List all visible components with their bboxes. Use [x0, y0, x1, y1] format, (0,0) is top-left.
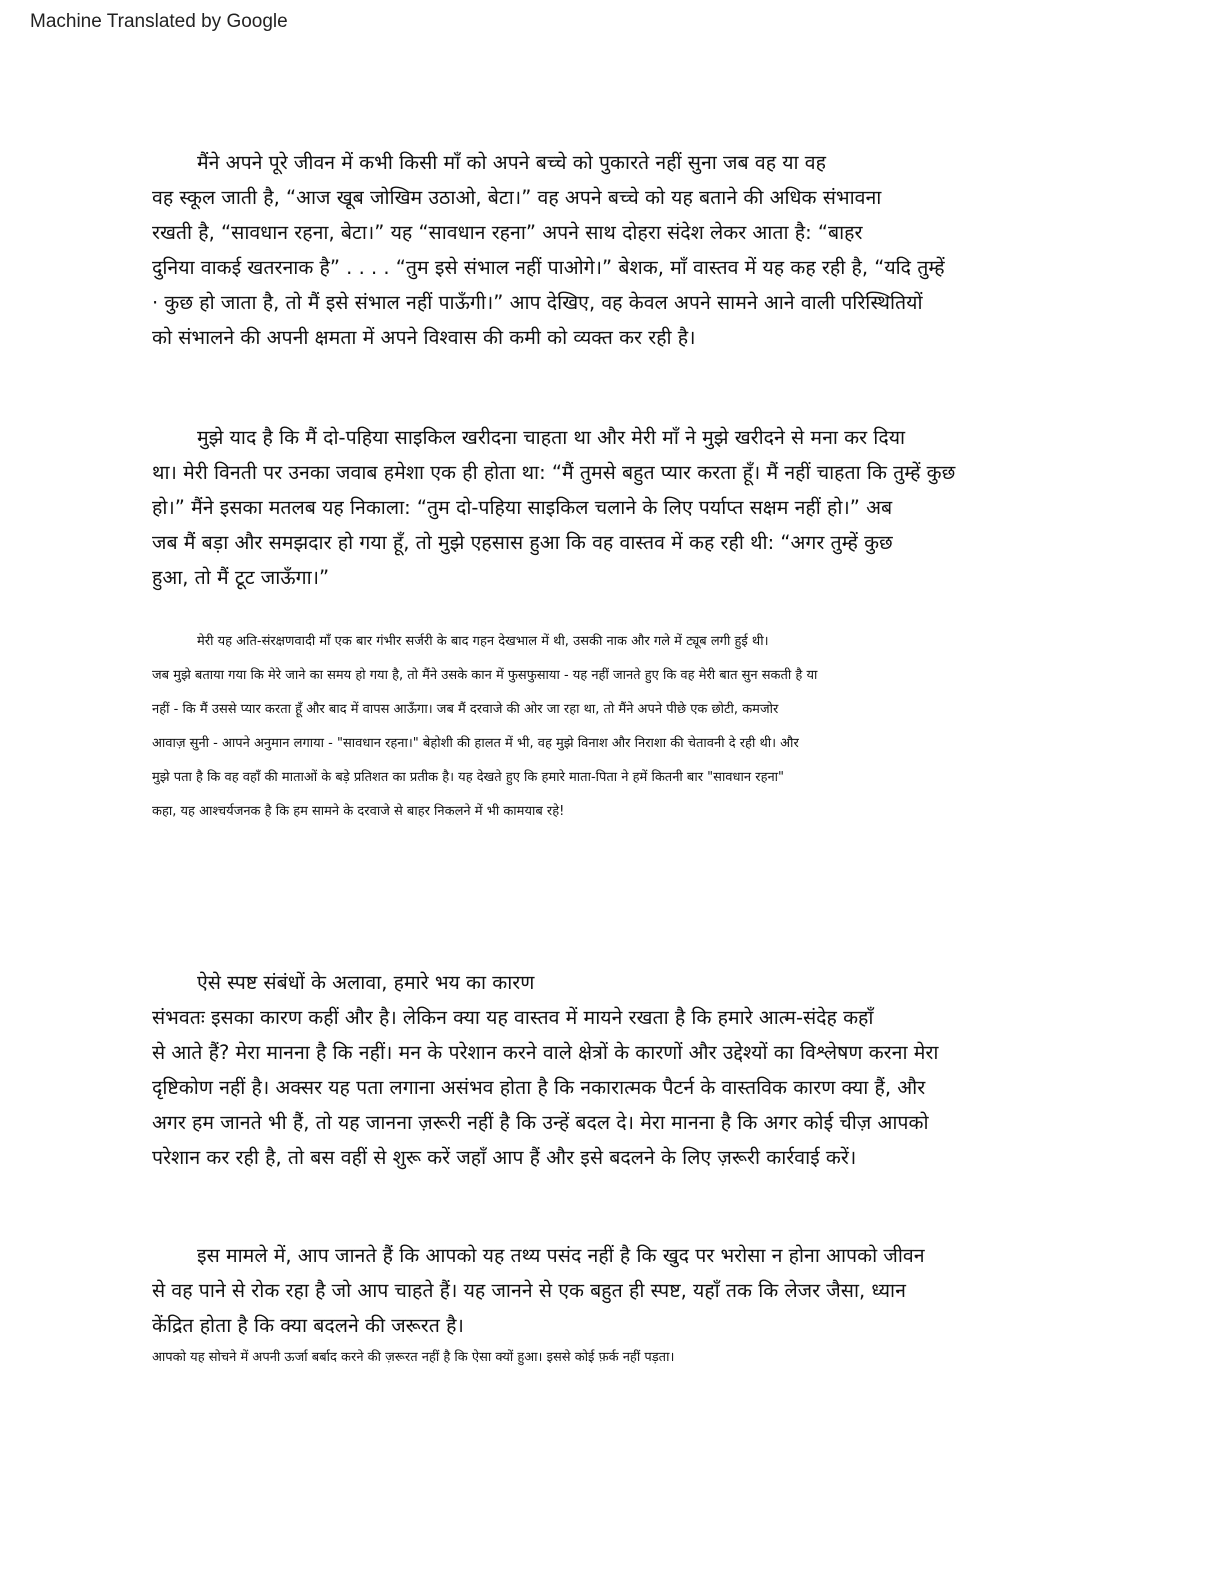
- paragraph-line: जब मैं बड़ा और समझदार हो गया हूँ, तो मुझे एहसास हुआ कि वह वास्तव में कह रही थी: “अगर तुम्हें कुछ: [152, 531, 893, 554]
- paragraph-line: मेरी यह अति-संरक्षणवादी माँ एक बार गंभीर सर्जरी के बाद गहन देखभाल में थी, उसकी नाक और गले में ट्यूब लगी हुई थी।: [197, 634, 769, 649]
- paragraph-1: [152, 145, 945, 355]
- paragraph-line: नहीं - कि मैं उससे प्यार करता हूँ और बाद में वापस आऊँगा। जब मैं दरवाजे की ओर जा रहा था, तो मैंने अपने पीछे एक छोटी, कमजोर: [152, 702, 779, 717]
- paragraph-5: [152, 1238, 925, 1343]
- paragraph-line: रखती है, “सावधान रहना, बेटा।” यह “सावधान रहना” अपने साथ दोहरा संदेश लेकर आता है: “बाहर: [152, 221, 863, 244]
- paragraph-line: ऐसे स्पष्ट संबंधों के अलावा, हमारे भय का कारण: [197, 971, 535, 994]
- paragraph-line: हो।” मैंने इसका मतलब यह निकाला: “तुम दो-पहिया साइकिल चलाने के लिए पर्याप्त सक्षम नहीं हो।” अब: [152, 496, 893, 519]
- paragraph-line: दुनिया वाकई खतरनाक है” . . . . “तुम इसे संभाल नहीं पाओगे।” बेशक, माँ वास्तव में यह कह रही है, “यदि तुम्हें: [152, 256, 945, 279]
- paragraph-line: मुझे पता है कि वह वहाँ की माताओं के बड़े प्रतिशत का प्रतीक है। यह देखते हुए कि हमारे माता-पिता ने हमें कितनी बार "सावधान रहना": [152, 770, 785, 785]
- paragraph-line: इस मामले में, आप जानते हैं कि आपको यह तथ्य पसंद नहीं है कि खुद पर भरोसा न होना आपको जीवन: [197, 1244, 925, 1267]
- paragraph-line: को संभालने की अपनी क्षमता में अपने विश्वास की कमी को व्यक्त कर रही है।: [152, 326, 696, 349]
- paragraph-line: से आते हैं? मेरा मानना है कि नहीं। मन के परेशान करने वाले क्षेत्रों के कारणों और उद्देश्यों का विश्लेषण करना मेरा: [152, 1041, 939, 1064]
- paragraph-line: आपको यह सोचने में अपनी ऊर्जा बर्बाद करने की ज़रूरत नहीं है कि ऐसा क्यों हुआ। इससे कोई फ़र्क नहीं पड़ता।: [152, 1350, 675, 1365]
- paragraph-line: आवाज़ सुनी - आपने अनुमान लगाया - "सावधान रहना।" बेहोशी की हालत में भी, वह मुझे विनाश और निराशा की चेतावनी दे रही थी। और: [152, 736, 799, 751]
- paragraph-4: [152, 965, 938, 1175]
- paragraph-line: केंद्रित होता है कि क्या बदलने की जरूरत है।: [152, 1314, 464, 1337]
- paragraph-line: वह स्कूल जाती है, “आज खूब जोखिम उठाओ, बेटा।” वह अपने बच्चे को यह बताने की अधिक संभावना: [152, 186, 882, 209]
- paragraph-line: परेशान कर रही है, तो बस वहीं से शुरू करें जहाँ आप हैं और इसे बदलने के लिए ज़रूरी कार्रवाई करें।: [152, 1146, 857, 1169]
- paragraph-line: कहा, यह आश्चर्यजनक है कि हम सामने के दरवाजे से बाहर निकलने में भी कामयाब रहे!: [152, 804, 565, 819]
- paragraph-2: [152, 420, 955, 595]
- machine-translation-header: Machine Translated by Google: [30, 11, 288, 32]
- paragraph-line: · कुछ हो जाता है, तो मैं इसे संभाल नहीं पाऊँगी।” आप देखिए, वह केवल अपने सामने आने वाली परिस्थितियों: [152, 291, 923, 314]
- paragraph-line: दृष्टिकोण नहीं है। अक्सर यह पता लगाना असंभव होता है कि नकारात्मक पैटर्न के वास्तविक कारण क्या हैं, और: [152, 1076, 926, 1099]
- paragraph-6: [152, 1348, 674, 1368]
- paragraph-line: जब मुझे बताया गया कि मेरे जाने का समय हो गया है, तो मैंने उसके कान में फुसफुसाया - यह नहीं जानते हुए कि वह मेरी बात सुन सकती है या: [152, 668, 818, 683]
- paragraph-line: मुझे याद है कि मैं दो-पहिया साइकिल खरीदना चाहता था और मेरी माँ ने मुझे खरीदने से मना कर दिया: [197, 426, 906, 449]
- paragraph-line: हुआ, तो मैं टूट जाऊँगा।”: [152, 566, 330, 589]
- paragraph-line: अगर हम जानते भी हैं, तो यह जानना ज़रूरी नहीं है कि उन्हें बदल दे। मेरा मानना है कि अगर कोई चीज़ आपको: [152, 1111, 929, 1134]
- paragraph-line: था। मेरी विनती पर उनका जवाब हमेशा एक ही होता था: “मैं तुमसे बहुत प्यार करता हूँ। मैं नहीं चाहता कि तुम्हें कुछ: [152, 461, 956, 484]
- paragraph-line: मैंने अपने पूरे जीवन में कभी किसी माँ को अपने बच्चे को पुकारते नहीं सुना जब वह या वह: [197, 151, 827, 174]
- paragraph-line: संभवतः इसका कारण कहीं और है। लेकिन क्या यह वास्तव में मायने रखता है कि हमारे आत्म-संदेह कहाँ: [152, 1006, 874, 1029]
- paragraph-line: से वह पाने से रोक रहा है जो आप चाहते हैं। यह जानने से एक बहुत ही स्पष्ट, यहाँ तक कि लेजर जैसा, ध्यान: [152, 1279, 906, 1302]
- paragraph-3: [152, 625, 817, 829]
